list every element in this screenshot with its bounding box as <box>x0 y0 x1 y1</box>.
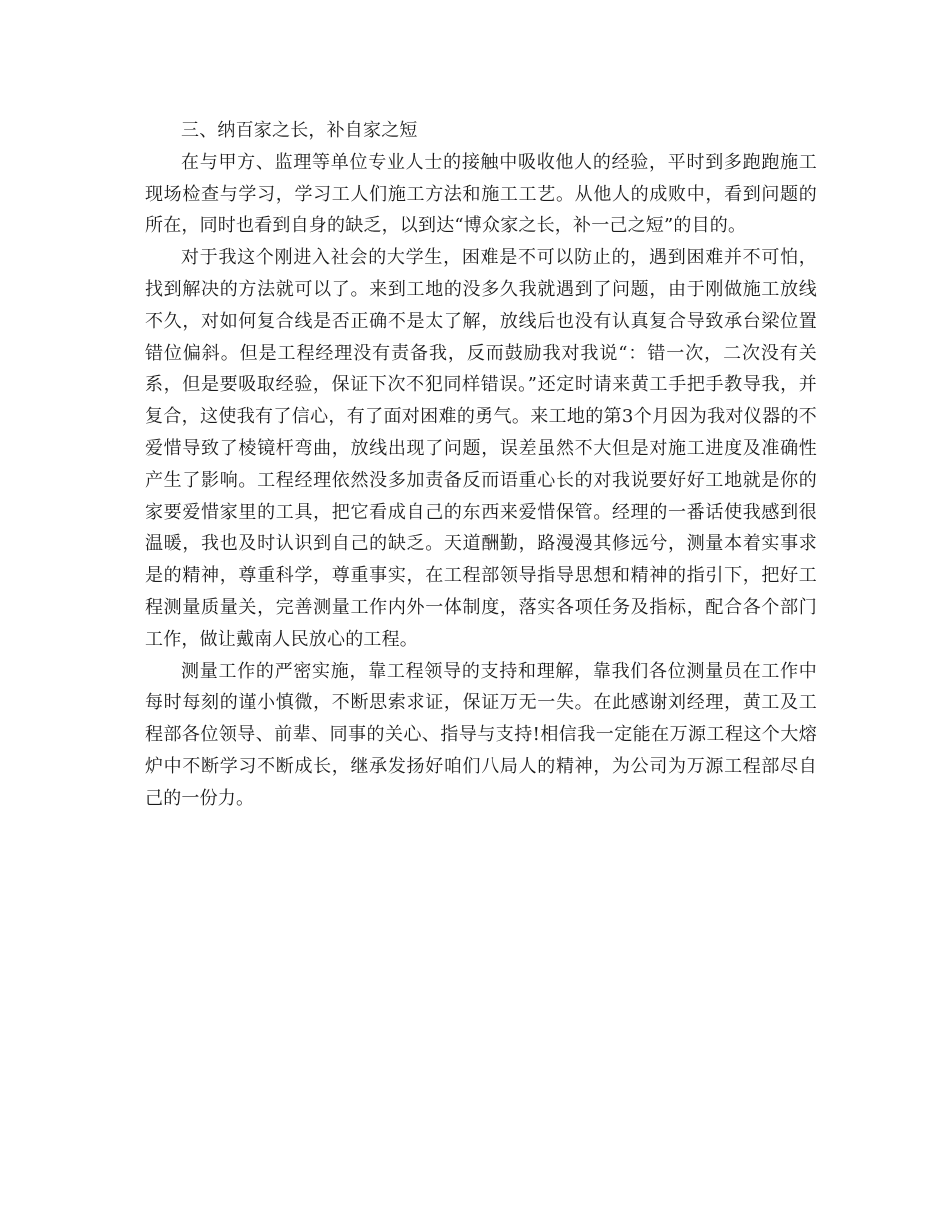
document-body <box>145 115 817 815</box>
paragraph: 测量工作的严密实施，靠工程领导的支持和理解，靠我们各位测量员在工作中每时每刻的谨小慎微，不断思索求证，保证万无一失。在此感谢刘经理，黄工及工程部各位领导、前辈、同事的关心、指导与支持!相信我一定能在万源工程这个大熔炉中不断学习不断成长，继承发扬好咱们八局人的精神，为公司为万源工程部尽自己的一份力。 <box>145 660 817 809</box>
section-heading: 三、纳百家之长，补自家之短 <box>181 120 418 141</box>
paragraph: 对于我这个刚进入社会的大学生，困难是不可以防止的，遇到困难并不可怕，找到解决的方法就可以了。来到工地的没多久我就遇到了问题，由于刚做施工放线不久，对如何复合线是否正确不是太了解，放线后也没有认真复合导致承台梁位置错位偏斜。但是工程经理没有责备我，反而鼓励我对我说“：错一次，二次没有关系，但是要吸取经验，保证下次不犯同样错误。”还定时请来黄工手把手教导我，并复合，这使我有了信心，有了面对困难的勇气。来工地的第3个月因为我对仪器的不爱惜导致了棱镜杆弯曲，放线出现了问题，误差虽然不大但是对施工进度及准确性产生了影响。工程经理依然没多加责备反而语重心长的对我说要好好工地就是你的家要爱惜家里的工具，把它看成自己的东西来爱惜保管。经理的一番话使我感到很温暖，我也及时认识到自己的缺乏。天道酬勤，路漫漫其修远兮，测量本着实事求是的精神，尊重科学，尊重事实，在工程部领导指导思想和精神的指引下，把好工程测量质量关，完善测量工作内外一体制度，落实各项任务及指标，配合各个部门工作，做让戴南人民放心的工程。 <box>145 247 817 650</box>
paragraph: 在与甲方、监理等单位专业人士的接触中吸收他人的经验，平时到多跑跑施工现场检查与学习，学习工人们施工方法和施工工艺。从他人的成败中，看到问题的所在，同时也看到自身的缺乏，以到达“博众家之长，补一己之短”的目的。 <box>145 151 817 237</box>
